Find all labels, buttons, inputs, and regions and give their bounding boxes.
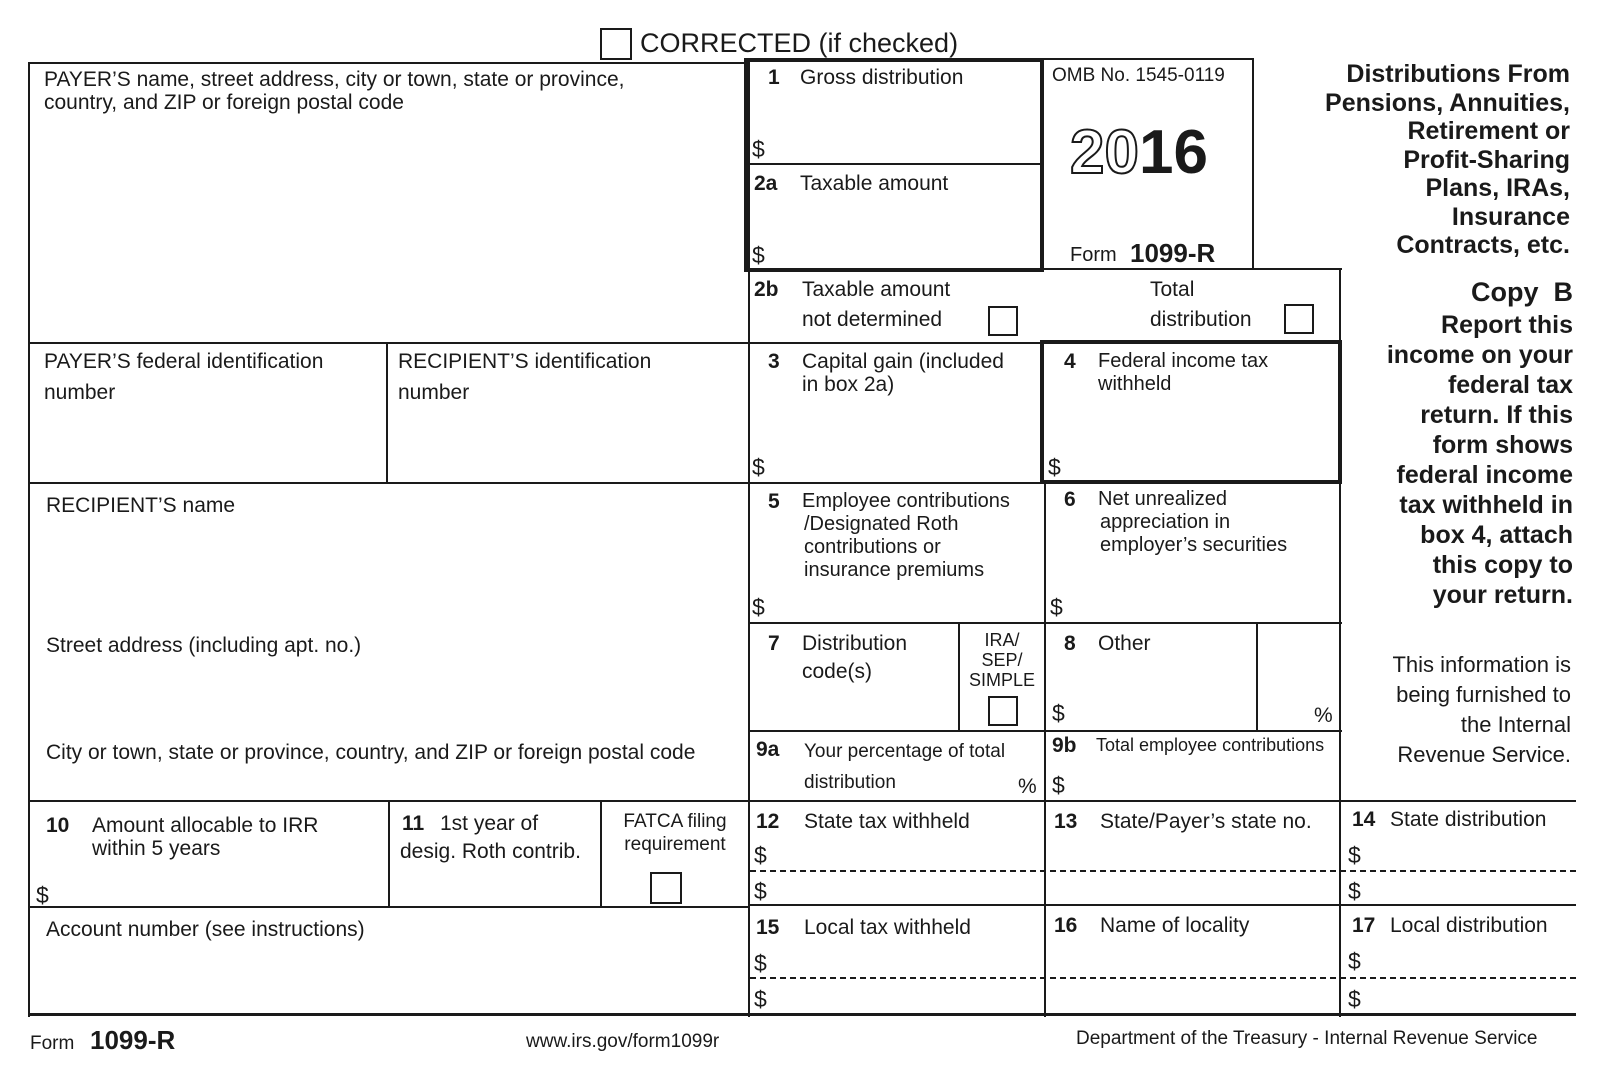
payer-name-label-1: PAYER’S name, street address, city or town, state or province, (44, 68, 625, 91)
box-8-dollar: $ (1052, 700, 1065, 726)
ira-label: IRA/ (984, 630, 1020, 650)
box-5-label-1: Employee contributions (802, 490, 1010, 512)
box-12-dollar-1: $ (754, 842, 767, 868)
box-10-label-2: within 5 years (92, 837, 221, 860)
box-10-label-1: Amount allocable to IRR (92, 814, 319, 837)
copy-b-line: your return. (1432, 581, 1573, 609)
box-6-label-2: appreciation in (1100, 511, 1231, 533)
omb-form-prefix: Form (1070, 244, 1117, 266)
omb-number: OMB No. 1545-0119 (1052, 65, 1225, 86)
form-title-line: Distributions From (1346, 60, 1570, 88)
payer-federal-id-field[interactable] (44, 350, 323, 404)
box-5-number: 5 (768, 490, 780, 513)
box-2b-checkbox[interactable] (988, 306, 1018, 336)
box-9a-label-1: Your percentage of total (804, 741, 1006, 762)
box-16-label: Name of locality (1100, 914, 1250, 937)
box-5-label-2: /Designated Roth (804, 513, 959, 535)
payer-name-field[interactable] (44, 68, 624, 114)
box-15-dollar-1: $ (754, 950, 767, 976)
footer-form-name: 1099-R (90, 1025, 176, 1055)
box-11-number: 11 (402, 812, 425, 835)
copy-b-line: this copy to (1432, 551, 1573, 579)
box-5-label-3: contributions or (804, 536, 941, 558)
recipient-id-label-1: RECIPIENT’S identification (398, 350, 652, 373)
total-distribution-checkbox[interactable] (1284, 304, 1314, 334)
fatca-label-1: FATCA filing (623, 811, 727, 832)
copy-b-line: federal income (1396, 461, 1573, 489)
box-2b-number: 2b (754, 278, 779, 301)
form-title-line: Plans, IRAs, (1425, 174, 1570, 202)
total-distribution-label-2: distribution (1150, 308, 1252, 331)
copy-b-line: form shows (1432, 431, 1573, 459)
box-2a-label: Taxable amount (800, 172, 949, 195)
box-1-label: Gross distribution (800, 66, 964, 89)
tax-year (1070, 120, 1208, 186)
box-4-dollar: $ (1048, 454, 1061, 480)
copy-b-info-line: This information is (1392, 652, 1571, 677)
form-title (1270, 60, 1570, 260)
copy-b-title: Copy B (1470, 277, 1573, 307)
box-14-label: State distribution (1390, 808, 1547, 831)
box-5-label-4: insurance premiums (804, 559, 985, 581)
copy-b-line: income on your (1386, 341, 1573, 369)
recipient-id-field[interactable] (398, 350, 651, 404)
copy-b-line: Report this (1441, 311, 1573, 339)
box-15-label: Local tax withheld (804, 916, 971, 939)
payer-federal-id-label-1: PAYER’S federal identification (44, 350, 324, 373)
copy-b-line: box 4, attach (1420, 521, 1573, 549)
omb-form-name: 1099-R (1130, 238, 1216, 268)
footer-department: Department of the Treasury - Internal Revenue Service (1076, 1028, 1538, 1049)
box-9b-number: 9b (1052, 734, 1077, 757)
box-8-label: Other (1098, 632, 1151, 655)
box-2b-label-2: not determined (802, 308, 943, 331)
box-11-label-2: desig. Roth contrib. (400, 840, 581, 863)
copy-b-info-line: Revenue Service. (1397, 742, 1571, 767)
tax-year-bold: 16 (1138, 118, 1208, 187)
form-title-line: Contracts, etc. (1396, 231, 1570, 259)
box-3-label-2: in box 2a) (802, 373, 895, 396)
box-12-label: State tax withheld (804, 810, 970, 833)
box-17-dollar-2: $ (1348, 986, 1361, 1012)
recipient-id-label-2: number (398, 381, 470, 404)
box-15-dollar-2: $ (754, 986, 767, 1012)
box-12-dollar-2: $ (754, 878, 767, 904)
box-9a-number: 9a (756, 738, 780, 761)
form-title-line: Insurance (1451, 202, 1570, 231)
form-title-line: Retirement or (1407, 117, 1570, 145)
box-6-number: 6 (1064, 488, 1076, 511)
account-number-label[interactable]: Account number (see instructions) (46, 918, 365, 941)
recipient-street-label[interactable]: Street address (including apt. no.) (46, 634, 362, 657)
recipient-name-label[interactable]: RECIPIENT’S name (46, 494, 236, 517)
box-8-percent: % (1314, 704, 1333, 727)
box-7-label-1: Distribution (802, 632, 908, 655)
copy-b-block (1345, 276, 1573, 610)
box-14-dollar-2: $ (1348, 878, 1361, 904)
ira-sep-simple-checkbox[interactable] (988, 696, 1018, 726)
box-9b-dollar: $ (1052, 772, 1065, 798)
fatca-checkbox[interactable] (650, 872, 682, 904)
box-7-number: 7 (768, 632, 780, 655)
box-6-label-3: employer’s securities (1100, 534, 1288, 556)
box-2a-dollar: $ (752, 242, 765, 268)
copy-b-info-line: the Internal (1460, 712, 1571, 737)
box-1-number: 1 (768, 66, 780, 89)
box-8-number: 8 (1064, 632, 1076, 655)
box-14-dollar-1: $ (1348, 842, 1361, 868)
box-9a-percent: % (1018, 775, 1037, 798)
box-6-dollar: $ (1050, 594, 1063, 620)
box-3-number: 3 (768, 350, 780, 373)
footer-form-prefix: Form (30, 1033, 75, 1054)
box-17-number: 17 (1352, 914, 1376, 937)
payer-name-label-2: country, and ZIP or foreign postal code (44, 91, 404, 114)
form-title-line: Pensions, Annuities, (1325, 88, 1570, 117)
box-14-number: 14 (1352, 808, 1376, 831)
box-1-2a-frame (744, 58, 1044, 272)
tax-year-light: 20 (1070, 118, 1139, 187)
box-11-label-1: 1st year of (440, 812, 539, 835)
box-9a-label-2: distribution (804, 772, 896, 793)
box-10-number: 10 (46, 814, 70, 837)
fatca-label-2: requirement (624, 834, 726, 855)
box-16-number: 16 (1054, 914, 1078, 937)
copy-b-line: federal tax (1447, 371, 1573, 399)
fatca-filing-requirement (602, 810, 748, 856)
corrected-label: CORRECTED (if checked) (640, 28, 959, 58)
box-4-number: 4 (1064, 350, 1076, 373)
box-1-dollar: $ (752, 136, 765, 162)
box-4-label-1: Federal income tax (1098, 350, 1269, 372)
box-7-label-2: code(s) (802, 660, 873, 683)
box-17-dollar-1: $ (1348, 948, 1361, 974)
recipient-city-label[interactable]: City or town, state or province, country, and ZIP or foreign postal code (46, 741, 696, 764)
simple-label: SIMPLE (968, 670, 1036, 690)
box-9b-label: Total employee contributions (1096, 735, 1325, 755)
copy-b-info-line: being furnished to (1396, 682, 1571, 707)
box-13-number: 13 (1054, 810, 1078, 833)
total-distribution-label-1: Total (1150, 278, 1195, 301)
box-12-number: 12 (756, 810, 780, 833)
box-5-dollar: $ (752, 594, 765, 620)
payer-federal-id-label-2: number (44, 381, 116, 404)
box-6-label-1: Net unrealized (1098, 488, 1227, 510)
ira-sep-simple (960, 630, 1044, 690)
copy-b-line: return. If this (1420, 401, 1573, 429)
corrected-checkbox[interactable] (600, 28, 632, 60)
footer-url[interactable]: www.irs.gov/form1099r (526, 1031, 720, 1052)
box-4-label-2: withheld (1098, 373, 1172, 395)
form-title-line: Profit-Sharing (1403, 145, 1570, 174)
copy-b-line: tax withheld in (1399, 491, 1573, 519)
box-17-label: Local distribution (1390, 914, 1548, 937)
copy-b-info (1345, 650, 1571, 770)
box-15-number: 15 (756, 916, 780, 939)
box-13-label: State/Payer’s state no. (1100, 810, 1312, 833)
box-3-dollar: $ (752, 454, 765, 480)
box-2b-label-1: Taxable amount (802, 278, 951, 301)
box-3-label-1: Capital gain (included (802, 350, 1004, 373)
box-2a-number: 2a (754, 172, 778, 195)
sep-label: SEP/ (981, 650, 1023, 670)
box-10-dollar: $ (36, 882, 49, 908)
